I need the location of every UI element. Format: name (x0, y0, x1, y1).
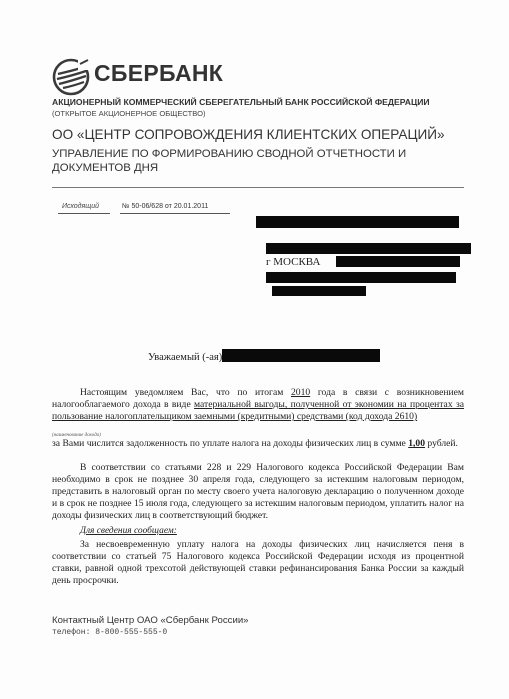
salutation: Уважаемый (-ая) (148, 352, 223, 363)
contact-center: Контактный Центр ОАО «Сбербанк России» (52, 615, 249, 626)
address-city: г МОСКВА (266, 256, 321, 268)
header-divider (52, 187, 464, 188)
document-number: № 50-06/628 от 20.01.2011 (122, 203, 209, 210)
redacted-recipient-name (256, 216, 459, 228)
department-name: УПРАВЛЕНИЕ ПО ФОРМИРОВАНИЮ СВОДНОЙ ОТЧЕТНОСТИ И ДОКУМЕНТОВ ДНЯ (52, 148, 407, 174)
notice-text-middle: года в связи с возникновением налогооблагаемого дохода в виде (52, 387, 464, 410)
debt-amount: 1,00 (408, 438, 425, 449)
bank-full-name: АКЦИОНЕРНЫЙ КОММЕРЧЕСКИЙ СБЕРЕГАТЕЛЬНЫЙ БАНК РОССИЙСКОЙ ФЕДЕРАЦИИ (52, 97, 430, 107)
bank-type: (ОТКРЫТОЕ АКЦИОНЕРНОЕ ОБЩЕСТВО) (52, 109, 206, 118)
document-number-underline (120, 213, 230, 214)
paragraph-debt (52, 438, 464, 450)
income-caption: (наименование дохода) (52, 433, 101, 438)
redacted-salutation-name (222, 349, 380, 362)
debt-text-start: за Вами числится задолженность по уплате налога на доходы физических лиц в сумме (52, 438, 409, 449)
redacted-address-line-1 (266, 243, 471, 254)
paragraph-obligations: В соответствии со статьями 228 и 229 Налогового кодекса Российской Федерации Вам необходимо в срок не позднее 30 апреля года, следующего за истекшим налоговым периодом, представить в налоговый орган по месту своего учета налоговую декларацию о полученном доходе и в срок не позднее 15 июля года, следующего за истекшим налоговым периодом, уплатить налог на доходы физических лиц в соответствующий бюджет. (52, 462, 464, 521)
outgoing-underline (58, 213, 110, 214)
redacted-address-line-2 (336, 256, 460, 267)
paragraph-notice (52, 387, 464, 423)
redacted-address-line-3 (266, 272, 456, 283)
debt-text-end: рублей. (425, 438, 458, 449)
tax-year: 2010 (290, 387, 311, 398)
redacted-address-line-4 (272, 286, 366, 296)
brand-name: СБЕРБАНК (94, 60, 224, 86)
notice-text-start: Настоящим уведомляем Вас, что по итогам (80, 387, 291, 398)
info-heading: Для сведения сообщаем: (80, 526, 177, 536)
paragraph-penalty: За несвоевременную уплату налога на доходы физических лиц начисляется пеня в соответствии со статьей 75 Налогового кодекса Российской Федерации исходя из процентной ставки, равной одной трехсотой действующей ставки рефинансирования Банка России за каждый день просрочки. (52, 539, 464, 586)
outgoing-label: Исходящий (62, 203, 100, 210)
organization-name: ОО «ЦЕНТР СОПРОВОЖДЕНИЯ КЛИЕНТСКИХ ОПЕРАЦИЙ» (52, 127, 445, 142)
contact-phone: телефон: 8-800-555-555-0 (52, 628, 168, 637)
income-description: материальной выгоды, полученной от экономии на процентах за пользование налогоплательщиком заемными (кредитными) средствами (код дохода 2610) (52, 399, 464, 422)
sberbank-logo (52, 58, 90, 96)
